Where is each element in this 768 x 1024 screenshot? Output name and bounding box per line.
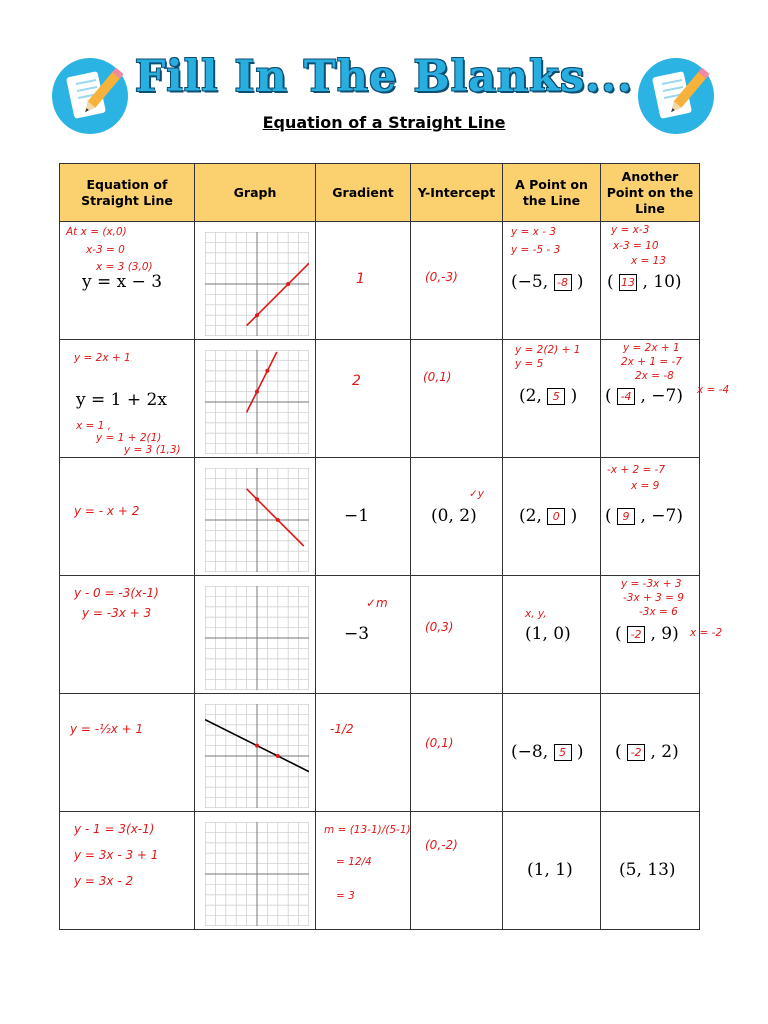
handwritten-answer: 2: [352, 373, 361, 389]
point-text: ( -2 , 9): [615, 624, 679, 644]
handwritten-note: y = -3x + 3: [82, 606, 152, 620]
handwritten-note: m = (13-1)/(5-1): [324, 824, 411, 836]
point-cell: [503, 694, 601, 812]
coordinate-graph: [205, 468, 309, 572]
handwritten-note: y = 2x + 1: [623, 342, 680, 354]
coordinate-graph: [205, 704, 309, 808]
handwritten-note: ✓m: [366, 596, 388, 610]
gradient-cell: [316, 340, 411, 458]
graph-cell: [195, 694, 316, 812]
graph-point: [255, 497, 259, 501]
another-point-cell: [601, 222, 700, 340]
handwritten-note: y = x - 3: [511, 226, 557, 238]
graph-point: [265, 369, 269, 373]
column-header-point: A Point on the Line: [503, 164, 601, 222]
point-text: (−8, 5 ): [511, 742, 584, 762]
handwritten-note: y - 0 = -3(x-1): [74, 586, 159, 600]
graph-point: [286, 282, 290, 286]
handwritten-note: = 12/4: [336, 856, 372, 868]
handwritten-note: y = 2(2) + 1: [515, 344, 581, 356]
equation-cell: [60, 340, 195, 458]
handwritten-note: y = -5 - 3: [511, 244, 561, 256]
intercept-cell: [411, 812, 503, 930]
gradient-cell: [316, 812, 411, 930]
gradient-cell: [316, 576, 411, 694]
intercept-cell: [411, 694, 503, 812]
handwritten-answer: 1: [356, 271, 365, 287]
point-cell: [503, 576, 601, 694]
another-point-cell: [601, 812, 700, 930]
handwritten-note: x = 9: [631, 480, 660, 492]
answer-box: 5: [554, 744, 572, 761]
column-header-equation: Equation of Straight Line: [60, 164, 195, 222]
intercept-text: (0, 2): [431, 506, 477, 526]
handwritten-answer: (0,3): [425, 620, 454, 634]
point-text: ( -4 , −7): [605, 386, 683, 406]
gradient-cell: [316, 458, 411, 576]
equation-cell: [60, 222, 195, 340]
gradient-text: −1: [344, 506, 370, 526]
table-row: [60, 458, 700, 576]
handwritten-note: -3x + 3 = 9: [623, 592, 684, 604]
answer-box: -8: [554, 274, 572, 291]
handwritten-answer: (0,1): [425, 736, 454, 750]
answer-box: 5: [547, 388, 565, 405]
coordinate-graph: [205, 586, 309, 690]
answer-box: 13: [621, 276, 636, 289]
another-point-cell: [601, 694, 700, 812]
handwritten-note: x, y,: [525, 608, 547, 620]
equation-cell: [60, 458, 195, 576]
coordinate-graph: [205, 350, 309, 454]
handwritten-answer: (0,-2): [425, 838, 458, 852]
table-row: [60, 340, 700, 458]
worksheet-table: [59, 163, 700, 930]
handwritten-note: y = 3 (1,3): [124, 444, 181, 456]
handwritten-answer: -1/2: [330, 722, 354, 736]
equation-cell: [60, 694, 195, 812]
handwritten-note: y = 1 + 2(1): [96, 432, 162, 444]
point-cell: [503, 222, 601, 340]
handwritten-note: 2x + 1 = -7: [621, 356, 682, 368]
column-header-graph: Graph: [195, 164, 316, 222]
intercept-cell: [411, 576, 503, 694]
coordinate-graph: [205, 232, 309, 336]
equation-text: y = x − 3: [82, 272, 163, 292]
point-text: (5, 13): [619, 860, 676, 880]
handwritten-note: y = x-3: [611, 224, 650, 236]
answer-box: -4: [617, 388, 635, 405]
handwritten-side-note: x = -2: [690, 627, 723, 639]
gradient-text: −3: [344, 624, 370, 644]
graph-point: [255, 390, 259, 394]
another-point-cell: [601, 458, 700, 576]
equation-text: y = 1 + 2x: [76, 390, 167, 410]
handwritten-note: y = 2x + 1: [74, 352, 131, 364]
graph-point: [255, 744, 259, 748]
graph-cell: [195, 340, 316, 458]
point-text: (1, 0): [525, 624, 571, 644]
graph-point: [255, 313, 259, 317]
handwritten-note: y - 1 = 3(x-1): [74, 822, 155, 836]
handwritten-note: x = 1 ,: [76, 420, 112, 432]
page-title: Fill In The Blanks...: [134, 52, 634, 102]
equation-cell: [60, 576, 195, 694]
table-row: [60, 576, 700, 694]
point-text: (2, 5 ): [519, 386, 578, 406]
handwritten-note: At x = (x,0): [66, 226, 127, 238]
point-text: (−5, -8 ): [511, 272, 584, 292]
handwritten-answer: (0,1): [423, 370, 452, 384]
point-text: ( -2 , 2): [615, 742, 679, 762]
gradient-cell: [316, 694, 411, 812]
another-point-cell: [601, 340, 700, 458]
answer-box: 9: [617, 508, 635, 525]
column-header-gradient: Gradient: [316, 164, 411, 222]
page-subtitle: Equation of a Straight Line: [262, 113, 506, 132]
handwritten-note: -3x = 6: [639, 606, 678, 618]
intercept-cell: [411, 340, 503, 458]
intercept-cell: [411, 458, 503, 576]
handwritten-note: 2x = -8: [635, 370, 674, 382]
handwritten-note: y = - x + 2: [74, 504, 140, 518]
handwritten-note: -x + 2 = -7: [607, 464, 666, 476]
point-text: ( 9 , −7): [605, 506, 683, 526]
point-cell: [503, 340, 601, 458]
point-text: (2, 0 ): [519, 506, 578, 526]
handwritten-note: y = 3x - 3 + 1: [74, 848, 159, 862]
graph-cell: [195, 812, 316, 930]
graph-cell: [195, 576, 316, 694]
coordinate-graph: [205, 822, 309, 926]
another-point-cell: [601, 576, 700, 694]
graph-point: [276, 754, 280, 758]
handwritten-note: y = 5: [515, 358, 544, 370]
table-row: [60, 222, 700, 340]
answer-box: -2: [627, 626, 645, 643]
point-text: (1, 1): [527, 860, 573, 880]
handwritten-note: x = 3 (3,0): [96, 261, 153, 273]
handwritten-note: x-3 = 0: [86, 244, 125, 256]
column-header-another-point: Another Point on the Line: [601, 164, 700, 222]
intercept-cell: [411, 222, 503, 340]
graph-cell: [195, 222, 316, 340]
handwritten-note: y = 3x - 2: [74, 874, 134, 888]
answer-box: 0: [547, 508, 565, 525]
point-cell: [503, 812, 601, 930]
point-cell: [503, 458, 601, 576]
handwritten-note: y = -3x + 3: [621, 578, 682, 590]
handwritten-note: x-3 = 10: [613, 240, 659, 252]
table-row: [60, 694, 700, 812]
handwritten-note: x = 13: [631, 255, 667, 267]
graph-cell: [195, 458, 316, 576]
table-row: [60, 812, 700, 930]
handwritten-side-note: x = -4: [697, 384, 730, 396]
answer-box: -2: [627, 744, 645, 761]
handwritten-answer: (0,-3): [425, 270, 458, 284]
table-header-row: [60, 164, 700, 222]
column-header-intercept: Y-Intercept: [411, 164, 503, 222]
graph-point: [276, 518, 280, 522]
handwritten-note: ✓y: [469, 488, 485, 500]
point-text: ( 13 , 10): [607, 272, 682, 292]
handwritten-note: y = -½x + 1: [70, 722, 144, 736]
equation-cell: [60, 812, 195, 930]
handwritten-note: = 3: [336, 890, 355, 902]
gradient-cell: [316, 222, 411, 340]
